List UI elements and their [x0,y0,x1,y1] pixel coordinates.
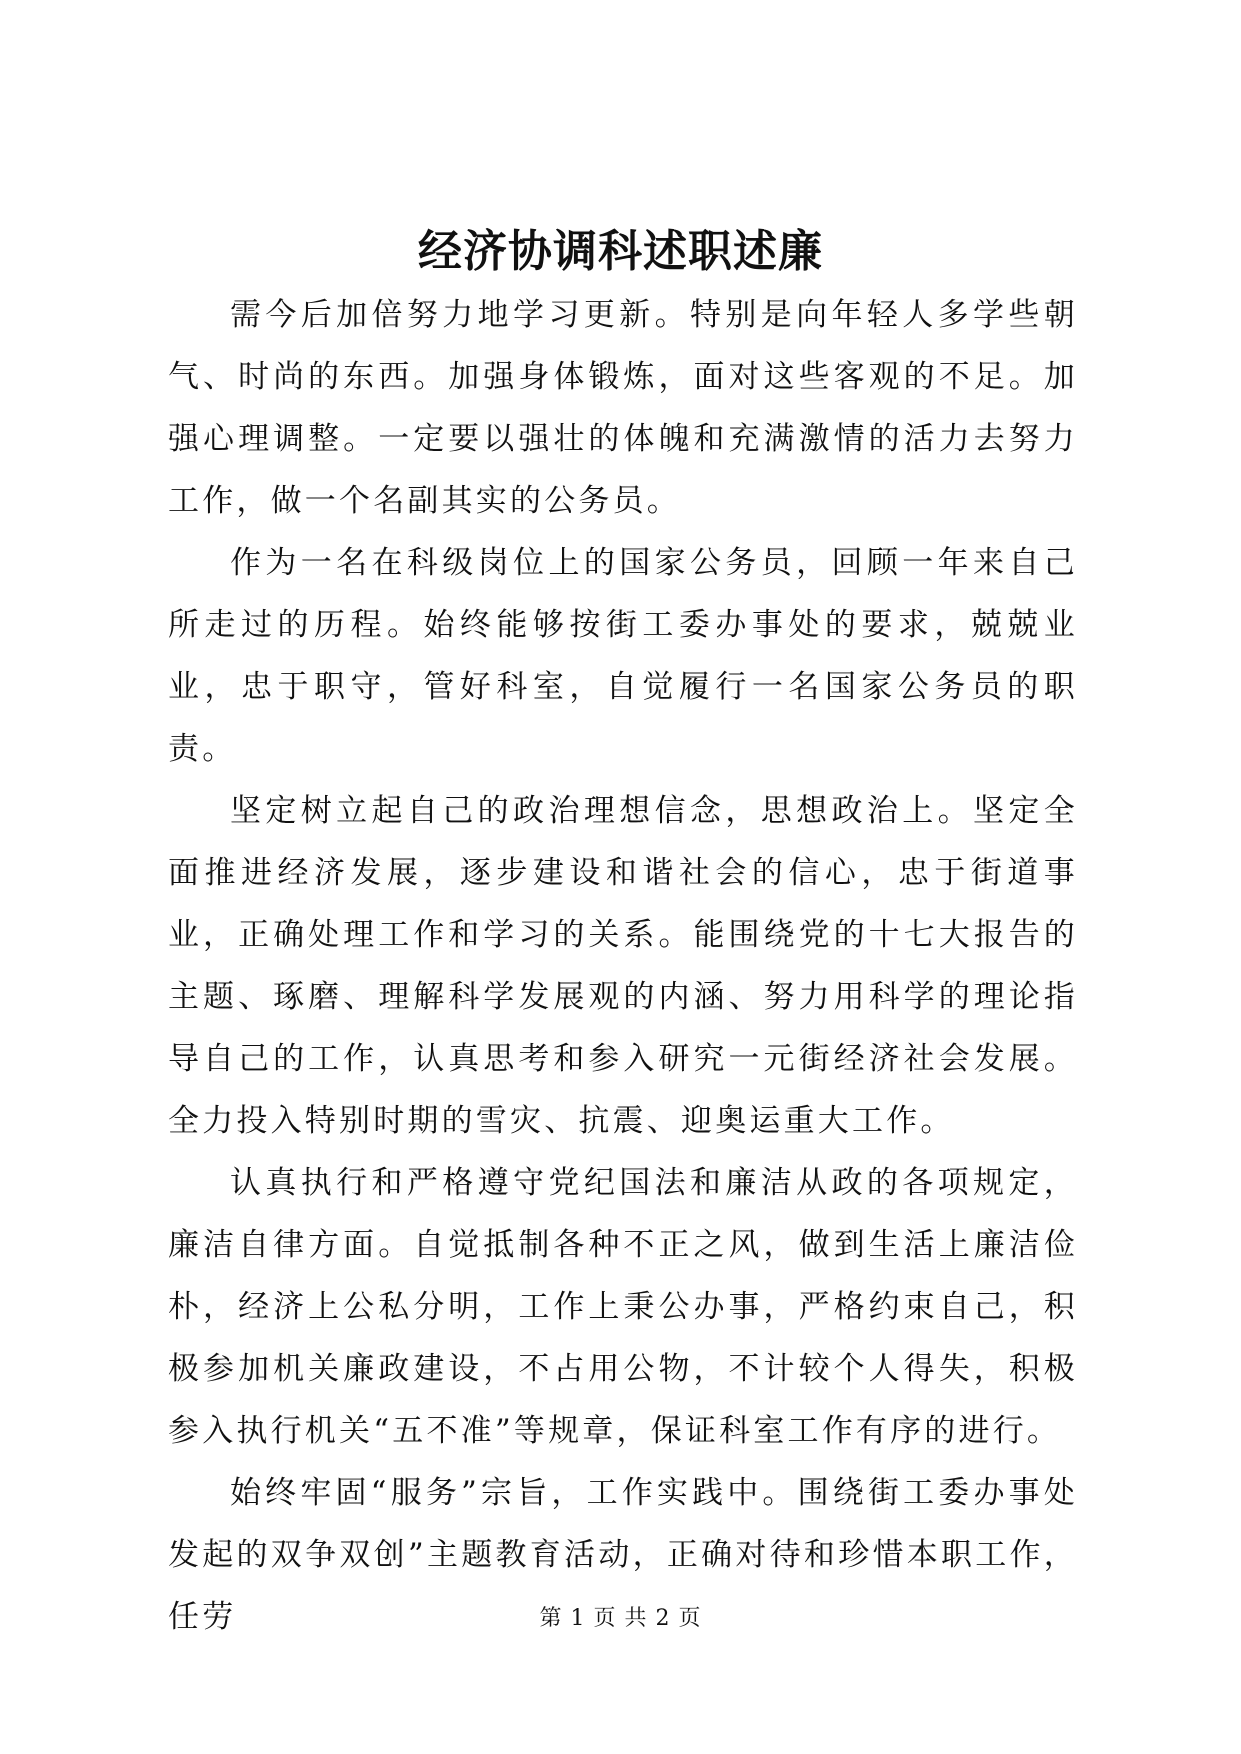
paragraph: 需今后加倍努力地学习更新。特别是向年轻人多学些朝气、时尚的东西。加强身体锻炼，面对这些客观的不足。加强心理调整。一定要以强壮的体魄和充满激情的活力去努力工作，做一个名副其实的公务员。 [168,297,1078,519]
paragraph: 作为一名在科级岗位上的国家公务员，回顾一年来自己所走过的历程。始终能够按街工委办事处的要求，兢兢业业，忠于职守，管好科室，自觉履行一名国家公务员的职责。 [168,545,1078,767]
paragraph: 始终牢固“服务”宗旨，工作实践中。围绕街工委办事处发起的双争双创”主题教育活动，正确对待和珍惜本职工作，任劳 [168,1475,1078,1635]
page-number-footer: 第 1 页 共 2 页 [539,1606,702,1631]
paragraph: 认真执行和严格遵守党纪国法和廉洁从政的各项规定，廉洁自律方面。自觉抵制各种不正之风，做到生活上廉洁俭朴，经济上公私分明，工作上秉公办事，严格约束自己，积极参加机关廉政建设，不占用公物，不计较个人得失，积极参入执行机关“五不准”等规章，保证科室工作有序的进行。 [168,1165,1078,1449]
document-title: 经济协调科述职述廉 [418,226,823,277]
paragraph: 坚定树立起自己的政治理想信念，思想政治上。坚定全面推进经济发展，逐步建设和谐社会的信心，忠于街道事业，正确处理工作和学习的关系。能围绕党的十七大报告的主题、琢磨、理解科学发展观的内涵、努力用科学的理论指导自己的工作，认真思考和参入研究一元街经济社会发展。全力投入特别时期的雪灾、抗震、迎奥运重大工作。 [168,793,1078,1139]
document-body [168,284,1078,1648]
